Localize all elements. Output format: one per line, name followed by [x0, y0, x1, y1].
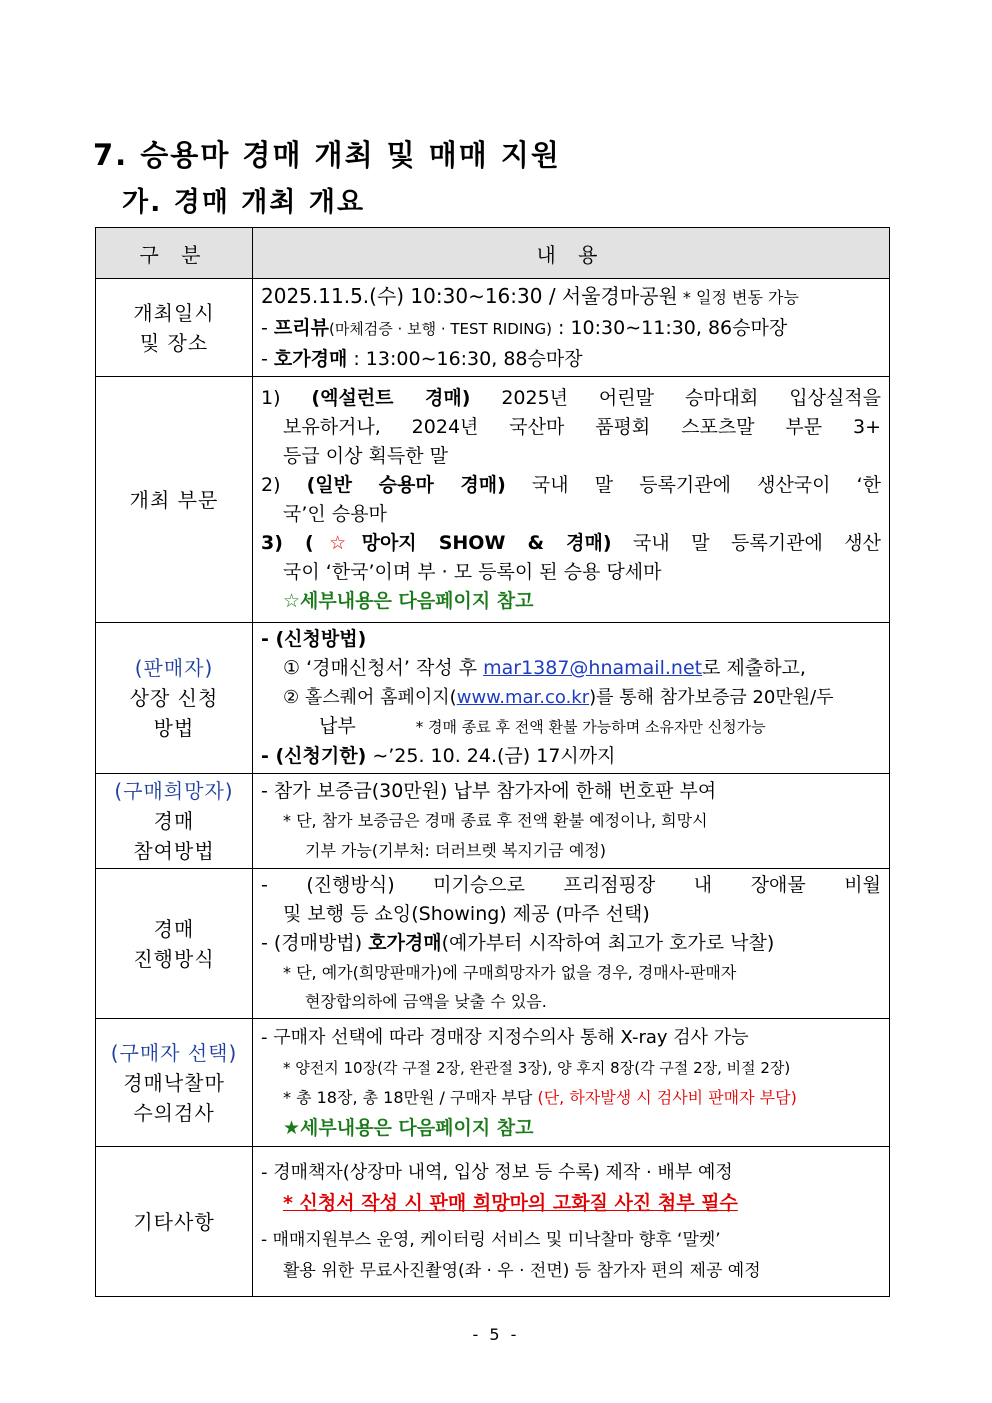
schedule-line-1: 2025.11.5.(수) 10:30∼16:30 / 서울경마공원 * 일정 변동 가능 — [261, 284, 799, 308]
table-row — [96, 1147, 890, 1297]
seller-deadline: - (신청기한) ∼’25. 10. 24.(금) 17시까지 — [261, 745, 616, 767]
seller-step-1: ① ‘경매신청서’ 작성 후 mar1387@hnamail.net로 제출하고, — [283, 657, 806, 679]
col-header-content: 내 용 — [253, 228, 890, 279]
row-label-categories: 개최 부문 — [96, 377, 253, 623]
table-row — [96, 869, 890, 1019]
table-row — [96, 774, 890, 869]
schedule-line-3: - 호가경매 : 13:00∼16:30, 88승마장 — [261, 348, 583, 370]
row-content-schedule — [253, 279, 890, 377]
seller-step-2: ② 홀스퀘어 홈페이지(www.mar.co.kr)를 통해 참가보증금 20만원/두 — [283, 687, 834, 708]
row-content-other: - 경매책자(상장마 내역, 입상 정보 등 수록) 제작 · 배부 예정 * 신청서 작성 시 판매 희망마의 고화질 사진 첨부 필수 - 매매지원부스 운영, 케이터링 서비스 및 미낙찰마 향후 ‘말켓’ 활용 위한 무료사진촬영(좌 · 우 · 전면) 등 참가자 편의 제공 예정 — [253, 1147, 890, 1297]
row-label-other: 기타사항 — [96, 1147, 253, 1297]
row-content-vet: - 구매자 선택에 따라 경매장 지정수의사 통해 X-ray 검사 가능 * 양전지 10장(각 구절 2장, 완관절 3장), 양 후지 8장(각 구절 2장, 비절 2장) * 총 18장, 총 18만원 / 구매자 부담 (단, 하자발생 시 검사비 판매자 부담) ★세부내용은 다음페이지 참고 — [253, 1019, 890, 1147]
table-row — [96, 377, 890, 623]
vet-note: ★세부내용은 다음페이지 참고 — [283, 1116, 534, 1139]
row-content-categories: 1) (엑설런트 경매) 2025년 어린말 승마대회 입상실적을 보유하거나, 2024년 국산마 품평회 스포츠말 부문 3+ 등급 이상 획득한 말 2) (일반 승용마 경매) 국내 말 등록기관에 생산국이 ‘한 국’인 승용마 3) (☆망아지 SHOW & 경매) 국내 말 등록기관에 생산 국이 ‘한국’이며 부 · 모 등록이 된 승용 당세마 ☆세부내용은 다음페이지 참고 — [253, 377, 890, 623]
row-label-schedule: 개최일시 및 장소 — [96, 279, 253, 377]
schedule-line-2: - 프리뷰(마체검증 · 보행 · TEST RIDING) : 10:30∼11:30, 86승마장 — [261, 317, 788, 339]
overview-table — [95, 227, 890, 1297]
category-item-3: 3) (☆망아지 SHOW & 경매) 국내 말 등록기관에 생산 — [261, 531, 882, 554]
category-item-1: 1) (엑설런트 경매) 2025년 어린말 승마대회 입상실적을 — [261, 386, 881, 409]
section-title: 7. 승용마 경매 개최 및 매매 지원 — [93, 138, 561, 172]
row-label-seller: (판매자) 상장 신청 방법 — [96, 623, 253, 774]
homepage-link[interactable]: www.mar.co.kr — [456, 687, 590, 708]
category-item-2: 2) (일반 승용마 경매) 국내 말 등록기관에 생산국이 ‘한 — [261, 473, 882, 496]
category-note: ☆세부내용은 다음페이지 참고 — [283, 589, 534, 612]
row-content-buyer: - 참가 보증금(30만원) 납부 참가자에 한해 번호판 부여 * 단, 참가 보증금은 경매 종료 후 전액 환불 예정이나, 희망시 기부 가능(기부처: 더러브렛 복지기금 예정) — [253, 774, 890, 869]
subsection-title: 가. 경매 개최 개요 — [122, 187, 366, 218]
table-row — [96, 1019, 890, 1147]
email-link[interactable]: mar1387@hnamail.net — [483, 657, 703, 679]
row-label-progress: 경매 진행방식 — [96, 869, 253, 1019]
table-header-row — [96, 228, 890, 279]
row-label-vet: (구매자 선택) 경매낙찰마 수의검사 — [96, 1019, 253, 1147]
page-number: - 5 - — [472, 1325, 520, 1344]
photo-required-note: * 신청서 작성 시 판매 희망마의 고화질 사진 첨부 필수 — [283, 1191, 738, 1214]
row-content-progress: - (진행방식) 미기승으로 프리점핑장 내 장애물 비월 및 보행 등 쇼잉(Showing) 제공 (마주 선택) - (경매방법) 호가경매(예가부터 시작하여 최고가 호가로 낙찰) * 단, 예가(희망판매가)에 구매희망자가 없을 경우, 경매사-판매자 현장합의하에 금액을 낮출 수 있음. — [253, 869, 890, 1019]
row-content-seller: - (신청방법) ① ‘경매신청서’ 작성 후 mar1387@hnamail.net로 제출하고, ② 홀스퀘어 홈페이지(www.mar.co.kr)를 통해 참가보증금 20만원/두 납부 * 경매 종료 후 전액 환불 가능하며 소유자만 신청가능 - (신청기한) ∼’25. 10. 24.(금) 17시까지 — [253, 623, 890, 774]
col-header-category: 구 분 — [96, 228, 253, 279]
table-row — [96, 279, 890, 377]
row-label-buyer: (구매희망자) 경매 참여방법 — [96, 774, 253, 869]
star-icon: ☆ — [313, 531, 362, 554]
table-row — [96, 623, 890, 774]
